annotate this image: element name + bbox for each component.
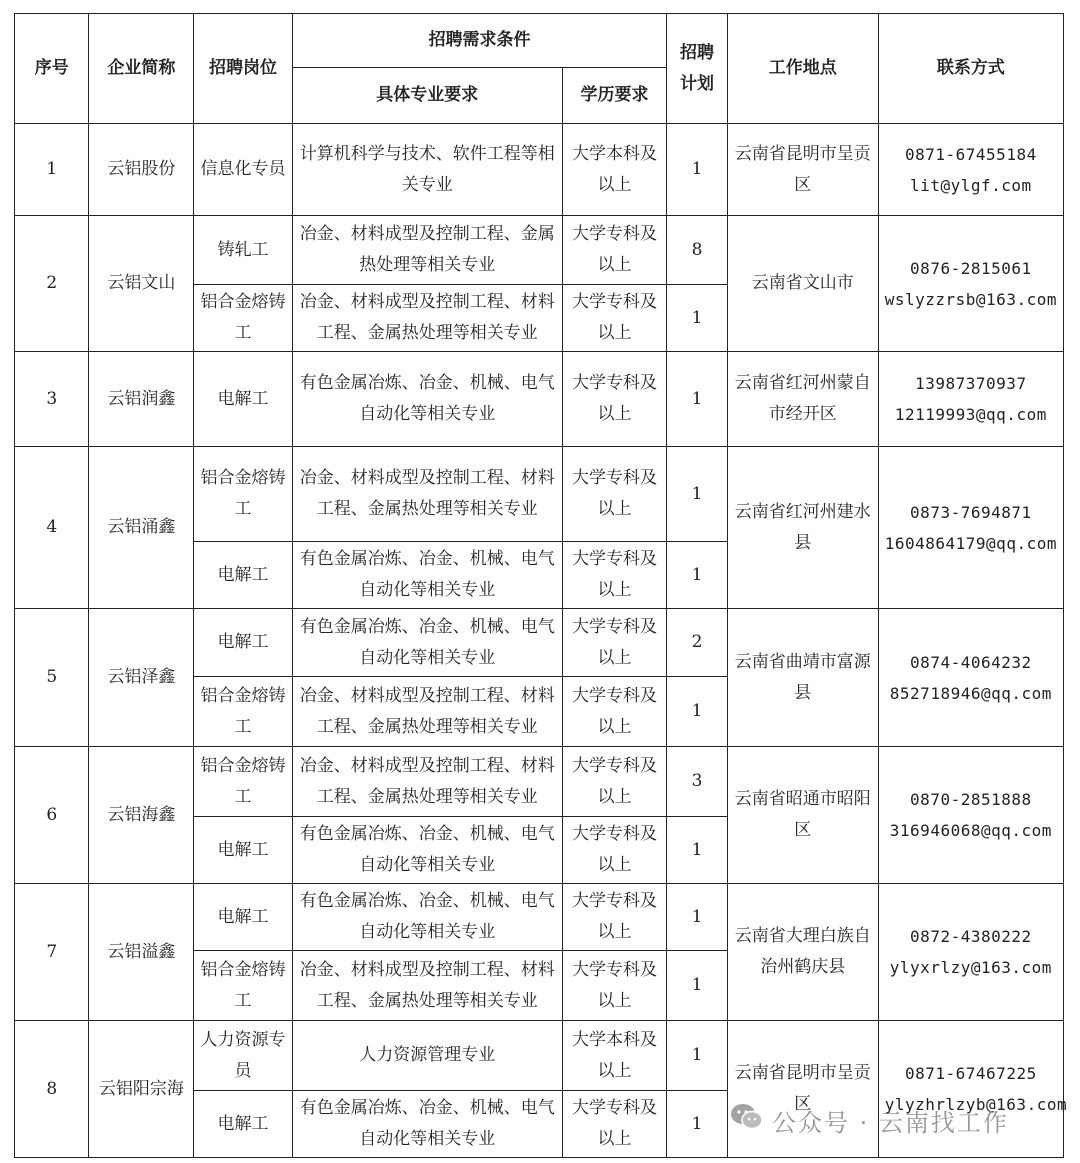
contact-email[interactable]: wslyzzrsb@163.com — [884, 289, 1057, 309]
plan-cell: 1 — [667, 817, 727, 884]
enterprise-cell: 云铝溢鑫 — [89, 884, 194, 1021]
position-cell: 铝合金熔铸工 — [194, 951, 293, 1021]
header-position: 招聘岗位 — [194, 14, 293, 124]
watermark-text: 公众号 · 云南找工作 — [772, 1108, 1009, 1137]
education-cell: 大学专科及以上 — [562, 1091, 667, 1158]
table-row — [15, 609, 1064, 677]
major-cell: 有色金属冶炼、冶金、机械、电气自动化等相关专业 — [292, 817, 562, 884]
watermark — [730, 1098, 1009, 1142]
plan-cell: 1 — [667, 1021, 727, 1091]
contact-cell — [878, 124, 1063, 216]
position-cell: 铝合金熔铸工 — [194, 285, 293, 352]
contact-phone: 0876-2815061 — [910, 258, 1032, 278]
major-cell: 人力资源管理专业 — [292, 1021, 562, 1091]
enterprise-cell: 云铝润鑫 — [89, 352, 194, 447]
contact-cell — [878, 747, 1063, 884]
header-seq: 序号 — [15, 14, 89, 124]
seq-cell: 1 — [15, 124, 89, 216]
education-cell: 大学专科及以上 — [562, 677, 667, 747]
location-cell: 云南省昭通市昭阳区 — [727, 747, 878, 884]
education-cell: 大学专科及以上 — [562, 884, 667, 951]
location-cell: 云南省红河州建水县 — [727, 447, 878, 609]
header-conditions: 招聘需求条件 — [292, 14, 666, 68]
contact-email[interactable]: ylyxrlzy@163.com — [889, 958, 1052, 977]
major-cell: 冶金、材料成型及控制工程、材料工程、金属热处理等相关专业 — [292, 285, 562, 352]
contact-phone: 0872-4380222 — [910, 927, 1032, 946]
major-cell: 冶金、材料成型及控制工程、材料工程、金属热处理等相关专业 — [292, 951, 562, 1021]
education-cell: 大学专科及以上 — [562, 285, 667, 352]
major-cell: 冶金、材料成型及控制工程、材料工程、金属热处理等相关专业 — [292, 447, 562, 542]
seq-cell: 7 — [15, 884, 89, 1021]
education-cell: 大学本科及以上 — [562, 124, 667, 216]
plan-cell: 1 — [667, 884, 727, 951]
enterprise-cell: 云铝海鑫 — [89, 747, 194, 884]
table-row — [15, 447, 1064, 542]
major-cell: 冶金、材料成型及控制工程、金属热处理等相关专业 — [292, 216, 562, 285]
major-cell: 计算机科学与技术、软件工程等相关专业 — [292, 124, 562, 216]
contact-email[interactable]: lit@ylgf.com — [910, 175, 1032, 195]
contact-phone: 0871-67467225 — [904, 1064, 1037, 1083]
table-row — [15, 884, 1064, 951]
major-cell: 有色金属冶炼、冶金、机械、电气自动化等相关专业 — [292, 1091, 562, 1158]
seq-cell: 4 — [15, 447, 89, 609]
enterprise-cell: 云铝文山 — [89, 216, 194, 352]
enterprise-cell: 云铝股份 — [89, 124, 194, 216]
education-cell: 大学本科及以上 — [562, 1021, 667, 1091]
education-cell: 大学专科及以上 — [562, 542, 667, 609]
position-cell: 铝合金熔铸工 — [194, 447, 293, 542]
enterprise-cell: 云铝泽鑫 — [89, 609, 194, 747]
plan-cell: 1 — [667, 285, 727, 352]
contact-email[interactable]: 12119993@qq.com — [894, 405, 1047, 424]
plan-cell: 1 — [667, 1091, 727, 1158]
contact-email[interactable]: 316946068@qq.com — [889, 821, 1052, 840]
education-cell: 大学专科及以上 — [562, 951, 667, 1021]
plan-cell: 1 — [667, 542, 727, 609]
location-cell: 云南省昆明市呈贡区 — [727, 1021, 878, 1158]
seq-cell: 6 — [15, 747, 89, 884]
plan-cell: 3 — [667, 747, 727, 817]
contact-phone: 0871-67455184 — [904, 144, 1037, 164]
header-plan: 招聘计划 — [667, 14, 727, 124]
contact-email[interactable]: ylyzhrlzyb@163.com — [884, 1095, 1068, 1114]
header-enterprise: 企业简称 — [89, 14, 194, 124]
table-row — [15, 747, 1064, 817]
contact-cell — [878, 447, 1063, 609]
seq-cell: 3 — [15, 352, 89, 447]
contact-cell — [878, 352, 1063, 447]
location-cell: 云南省文山市 — [727, 216, 878, 352]
education-cell: 大学专科及以上 — [562, 216, 667, 285]
table-row — [15, 124, 1064, 216]
position-cell: 铝合金熔铸工 — [194, 677, 293, 747]
contact-cell — [878, 609, 1063, 747]
plan-cell: 1 — [667, 124, 727, 216]
plan-cell: 1 — [667, 677, 727, 747]
seq-cell: 2 — [15, 216, 89, 352]
position-cell: 电解工 — [194, 542, 293, 609]
contact-email[interactable]: 1604864179@qq.com — [884, 533, 1057, 553]
major-cell: 有色金属冶炼、冶金、机械、电气自动化等相关专业 — [292, 609, 562, 677]
header-location: 工作地点 — [727, 14, 878, 124]
major-cell: 冶金、材料成型及控制工程、材料工程、金属热处理等相关专业 — [292, 747, 562, 817]
recruitment-table — [14, 13, 1068, 1158]
education-cell: 大学专科及以上 — [562, 609, 667, 677]
position-cell: 铝合金熔铸工 — [194, 747, 293, 817]
position-cell: 铸轧工 — [194, 216, 293, 285]
contact-phone: 0873-7694871 — [910, 502, 1032, 522]
major-cell: 有色金属冶炼、冶金、机械、电气自动化等相关专业 — [292, 352, 562, 447]
table-row — [15, 1021, 1064, 1091]
plan-cell: 1 — [667, 447, 727, 542]
major-cell: 有色金属冶炼、冶金、机械、电气自动化等相关专业 — [292, 542, 562, 609]
seq-cell: 8 — [15, 1021, 89, 1158]
plan-cell: 8 — [667, 216, 727, 285]
enterprise-cell: 云铝阳宗海 — [89, 1021, 194, 1158]
position-cell: 电解工 — [194, 609, 293, 677]
location-cell: 云南省曲靖市富源县 — [727, 609, 878, 747]
major-cell: 冶金、材料成型及控制工程、材料工程、金属热处理等相关专业 — [292, 677, 562, 747]
education-cell: 大学专科及以上 — [562, 447, 667, 542]
plan-cell: 1 — [667, 951, 727, 1021]
education-cell: 大学专科及以上 — [562, 352, 667, 447]
header-contact: 联系方式 — [878, 14, 1063, 124]
contact-cell — [878, 884, 1063, 1021]
table-row — [15, 352, 1064, 447]
position-cell: 人力资源专员 — [194, 1021, 293, 1091]
contact-email[interactable]: 852718946@qq.com — [889, 683, 1052, 703]
table-body — [15, 124, 1068, 1158]
header-major: 具体专业要求 — [292, 68, 562, 124]
education-cell: 大学专科及以上 — [562, 817, 667, 884]
contact-cell — [878, 216, 1063, 352]
location-cell: 云南省大理白族自治州鹤庆县 — [727, 884, 878, 1021]
position-cell: 信息化专员 — [194, 124, 293, 216]
position-cell: 电解工 — [194, 817, 293, 884]
education-cell: 大学专科及以上 — [562, 747, 667, 817]
header-education: 学历要求 — [562, 68, 667, 124]
plan-cell: 2 — [667, 609, 727, 677]
position-cell: 电解工 — [194, 1091, 293, 1158]
table-header — [15, 14, 1064, 124]
position-cell: 电解工 — [194, 884, 293, 951]
contact-phone: 0870-2851888 — [910, 790, 1032, 809]
seq-cell: 5 — [15, 609, 89, 747]
contact-phone: 0874-4064232 — [910, 652, 1032, 672]
contact-phone: 13987370937 — [915, 374, 1027, 393]
major-cell: 有色金属冶炼、冶金、机械、电气自动化等相关专业 — [292, 884, 562, 951]
plan-cell: 1 — [667, 352, 727, 447]
position-cell: 电解工 — [194, 352, 293, 447]
table-row — [15, 216, 1064, 285]
wechat-icon — [730, 1102, 764, 1138]
location-cell: 云南省昆明市呈贡区 — [727, 124, 878, 216]
enterprise-cell: 云铝涌鑫 — [89, 447, 194, 609]
location-cell: 云南省红河州蒙自市经开区 — [727, 352, 878, 447]
